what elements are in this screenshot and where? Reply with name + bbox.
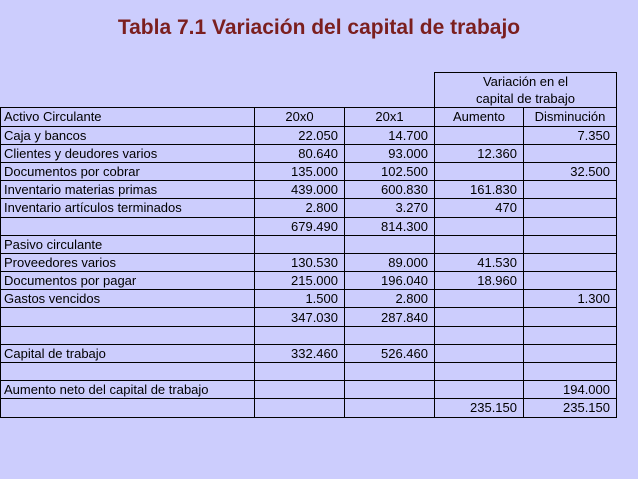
table-row xyxy=(1,272,617,290)
cell-20x0 xyxy=(255,399,345,417)
cell-aumento: 470 xyxy=(435,199,524,217)
cell-disminucion xyxy=(524,253,617,271)
cell-aumento: 235.150 xyxy=(435,399,524,417)
cell-20x1: 89.000 xyxy=(345,253,435,271)
cell-aumento xyxy=(435,363,524,381)
table-row xyxy=(1,126,617,144)
header-row-variation-2 xyxy=(1,90,617,108)
row-label: Documentos por cobrar xyxy=(1,162,255,180)
cell-disminucion xyxy=(524,235,617,253)
cell-20x0: 1.500 xyxy=(255,290,345,308)
table-row xyxy=(1,290,617,308)
cell-disminucion: 194.000 xyxy=(524,381,617,399)
table-row xyxy=(1,253,617,271)
cell-20x0: 130.530 xyxy=(255,253,345,271)
table-row xyxy=(1,217,617,235)
cell-20x1: 196.040 xyxy=(345,272,435,290)
row-label: Documentos por pagar xyxy=(1,272,255,290)
cell-20x1: 814.300 xyxy=(345,217,435,235)
cell-20x1: 14.700 xyxy=(345,126,435,144)
cell-aumento: 18.960 xyxy=(435,272,524,290)
cell-20x1: 3.270 xyxy=(345,199,435,217)
cell-20x1: 102.500 xyxy=(345,162,435,180)
cell-disminucion xyxy=(524,272,617,290)
page-title: Tabla 7.1 Variación del capital de trabajo xyxy=(117,16,521,39)
cell-aumento xyxy=(435,126,524,144)
table-row xyxy=(1,162,617,180)
cell-aumento xyxy=(435,344,524,362)
cell-disminucion: 7.350 xyxy=(524,126,617,144)
cell-20x0: 80.640 xyxy=(255,144,345,162)
table-row xyxy=(1,326,617,344)
cell-disminucion xyxy=(524,326,617,344)
row-label: Proveedores varios xyxy=(1,253,255,271)
table-row xyxy=(1,308,617,326)
row-label: Pasivo circulante xyxy=(1,235,255,253)
header-year-20x1: 20x1 xyxy=(345,108,435,126)
cell-20x1: 93.000 xyxy=(345,144,435,162)
variation-header-line1: Variación en el xyxy=(435,73,617,91)
row-label xyxy=(1,308,255,326)
table-row xyxy=(1,235,617,253)
cell-20x0: 215.000 xyxy=(255,272,345,290)
cell-disminucion xyxy=(524,217,617,235)
table-row xyxy=(1,344,617,362)
cell-20x0 xyxy=(255,381,345,399)
cell-aumento xyxy=(435,162,524,180)
cell-aumento xyxy=(435,308,524,326)
cell-20x0: 135.000 xyxy=(255,162,345,180)
table-row xyxy=(1,181,617,199)
row-label: Gastos vencidos xyxy=(1,290,255,308)
cell-aumento: 12.360 xyxy=(435,144,524,162)
cell-20x1: 600.830 xyxy=(345,181,435,199)
row-label: Capital de trabajo xyxy=(1,344,255,362)
cell-20x0 xyxy=(255,326,345,344)
cell-disminucion xyxy=(524,181,617,199)
row-label xyxy=(1,217,255,235)
row-label: Inventario artículos terminados xyxy=(1,199,255,217)
cell-20x1 xyxy=(345,326,435,344)
cell-disminucion xyxy=(524,199,617,217)
cell-aumento xyxy=(435,290,524,308)
cell-aumento xyxy=(435,217,524,235)
cell-aumento: 161.830 xyxy=(435,181,524,199)
cell-20x0: 2.800 xyxy=(255,199,345,217)
cell-aumento: 41.530 xyxy=(435,253,524,271)
header-disminucion: Disminución xyxy=(524,108,617,126)
cell-20x1 xyxy=(345,363,435,381)
header-row-columns xyxy=(1,108,617,126)
cell-20x0: 347.030 xyxy=(255,308,345,326)
cell-disminucion: 235.150 xyxy=(524,399,617,417)
cell-20x1: 2.800 xyxy=(345,290,435,308)
cell-aumento xyxy=(435,326,524,344)
row-label: Aumento neto del capital de trabajo xyxy=(1,381,255,399)
cell-disminucion: 1.300 xyxy=(524,290,617,308)
table-row xyxy=(1,399,617,417)
row-label xyxy=(1,326,255,344)
cell-20x0: 332.460 xyxy=(255,344,345,362)
table-row xyxy=(1,199,617,217)
cell-20x1: 526.460 xyxy=(345,344,435,362)
cell-disminucion: 32.500 xyxy=(524,162,617,180)
header-activo-circulante: Activo Circulante xyxy=(1,108,255,126)
cell-20x1: 287.840 xyxy=(345,308,435,326)
cell-20x1 xyxy=(345,235,435,253)
row-label: Caja y bancos xyxy=(1,126,255,144)
cell-disminucion xyxy=(524,308,617,326)
cell-20x1 xyxy=(345,399,435,417)
row-label: Inventario materias primas xyxy=(1,181,255,199)
cell-20x0 xyxy=(255,363,345,381)
row-label: Clientes y deudores varios xyxy=(1,144,255,162)
cell-20x0: 22.050 xyxy=(255,126,345,144)
cell-aumento xyxy=(435,381,524,399)
header-aumento: Aumento xyxy=(435,108,524,126)
cell-aumento xyxy=(435,235,524,253)
cell-disminucion xyxy=(524,363,617,381)
header-row-variation-1 xyxy=(1,73,617,91)
variation-header-line2: capital de trabajo xyxy=(435,90,617,108)
table-row xyxy=(1,144,617,162)
cell-20x0 xyxy=(255,235,345,253)
cell-20x0: 439.000 xyxy=(255,181,345,199)
row-label xyxy=(1,363,255,381)
cell-disminucion xyxy=(524,144,617,162)
row-label xyxy=(1,399,255,417)
capital-variation-table xyxy=(0,72,617,418)
table-row xyxy=(1,363,617,381)
header-year-20x0: 20x0 xyxy=(255,108,345,126)
cell-20x0: 679.490 xyxy=(255,217,345,235)
cell-20x1 xyxy=(345,381,435,399)
table-row xyxy=(1,381,617,399)
cell-disminucion xyxy=(524,344,617,362)
